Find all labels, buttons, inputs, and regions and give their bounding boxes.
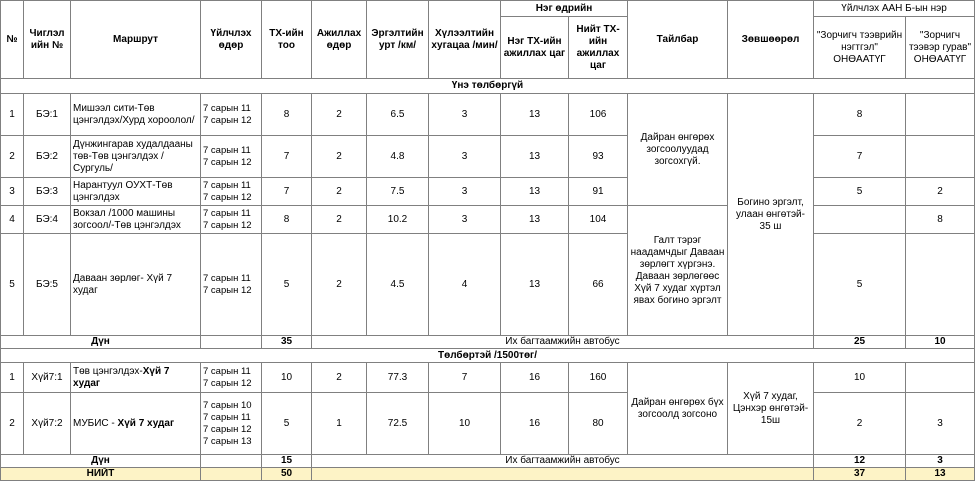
cell-op1	[814, 206, 906, 234]
cell-work-days: 2	[312, 363, 367, 393]
free-total-op2: 10	[906, 336, 975, 349]
cell-work-days: 1	[312, 393, 367, 455]
cell-no: 3	[1, 178, 24, 206]
header-no: №	[1, 1, 24, 79]
cell-route: Мишээл сити-Төв цэнгэлдэх/Хурд хороолол/	[71, 94, 201, 136]
cell-code: БЭ:1	[24, 94, 71, 136]
cell-total-hours: 106	[569, 94, 628, 136]
cell-days: 7 сарын 11 7 сарын 12	[201, 136, 262, 178]
cell-buses: 10	[262, 363, 312, 393]
cell-work-days: 2	[312, 234, 367, 336]
cell-days: 7 сарын 11 7 сарын 12	[201, 178, 262, 206]
cell-interval: 3	[429, 206, 501, 234]
cell-op1: 5	[814, 178, 906, 206]
paid-total-op2: 3	[906, 455, 975, 468]
cell-op1: 2	[814, 393, 906, 455]
header-route-length: Эргэлтийн урт /км/	[367, 1, 429, 79]
cell-route: Вокзал /1000 машины зогсоол/-Төв цэнгэлдэх	[71, 206, 201, 234]
cell-code: БЭ:4	[24, 206, 71, 234]
cell-one-hours: 13	[501, 178, 569, 206]
cell-days: 7 сарын 11 7 сарын 12	[201, 206, 262, 234]
paid-total-row	[1, 455, 975, 468]
grand-total-op1: 37	[814, 468, 906, 481]
cell-buses: 7	[262, 178, 312, 206]
cell-days: 7 сарын 11 7 сарын 12	[201, 94, 262, 136]
section-free-title: Үнэ төлбөргүй	[1, 79, 975, 94]
cell-one-hours: 13	[501, 94, 569, 136]
cell-no: 2	[1, 393, 24, 455]
grand-total-label: НИЙТ	[1, 468, 201, 481]
paid-total-buses: 15	[262, 455, 312, 468]
cell-route: Төв цэнгэлдэх-Хүй 7 худаг	[71, 363, 201, 393]
header-total-bus-hours: Нийт ТХ-ийн ажиллах цаг	[569, 17, 628, 79]
cell-op1: 10	[814, 363, 906, 393]
cell-total-hours: 91	[569, 178, 628, 206]
header-route: Маршрут	[71, 1, 201, 79]
cell-days: 7 сарын 11 7 сарын 12	[201, 234, 262, 336]
cell-op2	[906, 234, 975, 336]
cell-route: Дүнжингарав худалдааны төв-Төв цэнгэлдэх /Сургуль/	[71, 136, 201, 178]
cell-buses: 5	[262, 393, 312, 455]
cell-interval: 3	[429, 94, 501, 136]
table-row	[1, 363, 975, 393]
cell-buses: 7	[262, 136, 312, 178]
cell-interval: 4	[429, 234, 501, 336]
cell-work-days: 2	[312, 94, 367, 136]
cell-length: 4.5	[367, 234, 429, 336]
cell-no: 4	[1, 206, 24, 234]
cell-interval: 3	[429, 136, 501, 178]
cell-route: МУБИС - Хүй 7 худаг	[71, 393, 201, 455]
cell-op1: 7	[814, 136, 906, 178]
free-total-buses: 35	[262, 336, 312, 349]
cell-buses: 8	[262, 206, 312, 234]
header-operator-2: "Зорчигч тээвэр гурав" ОНӨААТҮГ	[906, 17, 975, 79]
cell-no: 5	[1, 234, 24, 336]
header-approved: Зөвшөөрөл	[728, 1, 814, 79]
cell-one-hours: 16	[501, 393, 569, 455]
cell-days: 7 сарын 11 7 сарын 12	[201, 363, 262, 393]
cell-work-days: 2	[312, 206, 367, 234]
header-one-bus-hours: Нэг ТХ-ийн ажиллах цаг	[501, 17, 569, 79]
cell-buses: 5	[262, 234, 312, 336]
cell-work-days: 2	[312, 178, 367, 206]
cell-code: Хүй7:1	[24, 363, 71, 393]
grand-total-buses: 50	[262, 468, 312, 481]
header-operator-group: Үйлчлэх ААН Б-ын нэр	[814, 1, 975, 17]
cell-op2	[906, 94, 975, 136]
free-total-row	[1, 336, 975, 349]
free-total-label: Дүн	[1, 336, 201, 349]
cell-length: 4.8	[367, 136, 429, 178]
cell-one-hours: 13	[501, 206, 569, 234]
cell-one-hours: 13	[501, 234, 569, 336]
paid-total-label: Дүн	[1, 455, 201, 468]
cell-route: Даваан зөрлөг- Хүй 7 худаг	[71, 234, 201, 336]
header-interval: Хүлээлтийн хугацаа /мин/	[429, 1, 501, 79]
section-paid-title: Төлбөртэй /1500төг/	[1, 349, 975, 363]
note-free-stops: Дайран өнгөрөх зогсоолуудад зогсохгүй.	[628, 94, 728, 206]
table-row	[1, 178, 975, 206]
header-note: Тайлбар	[628, 1, 728, 79]
header-code: Чиглэл ийн №	[24, 1, 71, 79]
note-paid: Дайран өнгөрөх бүх зогсоолд зогсоно	[628, 363, 728, 455]
table-row	[1, 393, 975, 455]
cell-op1: 8	[814, 94, 906, 136]
cell-op2: 2	[906, 178, 975, 206]
cell-route: Нарантуул ОУХТ-Төв цэнгэлдэх	[71, 178, 201, 206]
header-work-days: Ажиллах өдөр	[312, 1, 367, 79]
note-train: Галт тэрэг наадамчдыг Даваан зөрлөгт хүргэнэ. Даваан зөрлөгөөс Хүй 7 худаг хүртэл явах богино эргэлт	[628, 206, 728, 336]
grand-total-row	[1, 468, 975, 481]
cell-op1: 5	[814, 234, 906, 336]
paid-total-op1: 12	[814, 455, 906, 468]
cell-code: БЭ:5	[24, 234, 71, 336]
cell-total-hours: 104	[569, 206, 628, 234]
cell-op2	[906, 136, 975, 178]
cell-no: 1	[1, 363, 24, 393]
cell-code: Хүй7:2	[24, 393, 71, 455]
cell-interval: 10	[429, 393, 501, 455]
cell-code: БЭ:2	[24, 136, 71, 178]
cell-op2: 3	[906, 393, 975, 455]
cell-length: 77.3	[367, 363, 429, 393]
header-bus-count: ТХ-ийн тоо	[262, 1, 312, 79]
cell-length: 7.5	[367, 178, 429, 206]
cell-one-hours: 16	[501, 363, 569, 393]
cell-total-hours: 160	[569, 363, 628, 393]
cell-length: 72.5	[367, 393, 429, 455]
grand-total-op2: 13	[906, 468, 975, 481]
cell-no: 2	[1, 136, 24, 178]
cell-op2	[906, 363, 975, 393]
paid-total-note: Их багтаамжийн автобус	[312, 455, 814, 468]
cell-no: 1	[1, 94, 24, 136]
header-one-day: Нэг өдрийн	[501, 1, 628, 17]
free-total-op1: 25	[814, 336, 906, 349]
table-row	[1, 136, 975, 178]
cell-work-days: 2	[312, 136, 367, 178]
table-row	[1, 234, 975, 336]
cell-op2: 8	[906, 206, 975, 234]
table-row	[1, 206, 975, 234]
cell-days: 7 сарын 10 7 сарын 11 7 сарын 12 7 сарын 13	[201, 393, 262, 455]
header-service-days: Үйлчлэх өдөр	[201, 1, 262, 79]
approved-paid: Хүй 7 худаг, Цэнхэр өнгөтэй- 15ш	[728, 363, 814, 455]
table-row	[1, 94, 975, 136]
cell-code: БЭ:3	[24, 178, 71, 206]
cell-interval: 3	[429, 178, 501, 206]
approved-free: Богино эргэлт, улаан өнгөтэй- 35 ш	[728, 94, 814, 336]
cell-length: 10.2	[367, 206, 429, 234]
header-operator-1: "Зорчигч тээврийн нэгтгэл" ОНӨААТҮГ	[814, 17, 906, 79]
cell-buses: 8	[262, 94, 312, 136]
cell-length: 6.5	[367, 94, 429, 136]
cell-total-hours: 80	[569, 393, 628, 455]
cell-one-hours: 13	[501, 136, 569, 178]
cell-total-hours: 66	[569, 234, 628, 336]
free-total-note: Их багтаамжийн автобус	[312, 336, 814, 349]
cell-interval: 7	[429, 363, 501, 393]
cell-total-hours: 93	[569, 136, 628, 178]
